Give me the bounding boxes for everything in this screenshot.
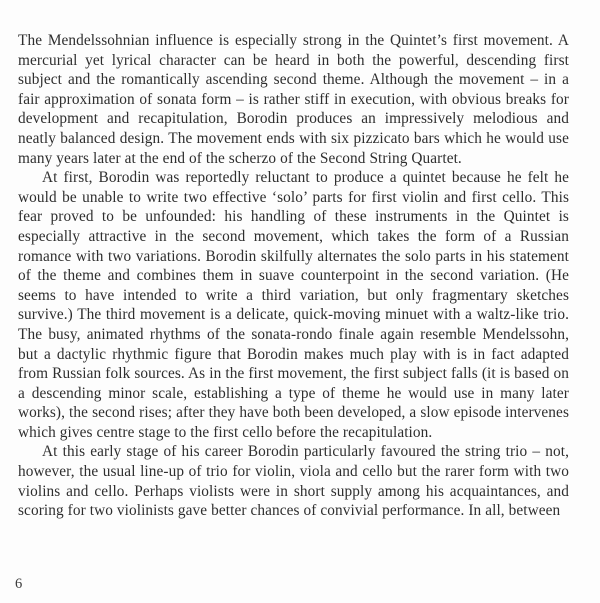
page-number: 6 (15, 576, 23, 592)
body-text (18, 31, 569, 521)
paragraph: At this early stage of his career Borodin particularly favoured the string trio – not, however, the usual line-up of trio for violin, viola and cello but the rarer form with two violins and cello. Perhaps violists were in short supply among his acquaintances, and scoring for two violinists gave better chances of convivial performance. In all, between (18, 443, 569, 520)
paragraph: The Mendelssohnian influence is especially strong in the Quintet’s first movement. A mercurial yet lyrical character can be heard in both the powerful, descending first subject and the romantically ascending second theme. Although the movement – in a fair approximation of sonata form – is rather stiff in execution, with obvious breaks for development and recapitulation, Borodin produces an impressively melodious and neatly balanced design. The movement ends with six pizzicato bars which he would use many years later at the end of the scherzo of the Second String Quartet. (18, 32, 569, 167)
paragraph: At first, Borodin was reportedly reluctant to produce a quintet because he felt he would be unable to write two effective ‘solo’ parts for first violin and first cello. This fear proved to be unfounded: his handling of these instruments in the Quintet is especially attractive in the second movement, which takes the form of a Russian romance with two variations. Borodin skilfully alternates the solo parts in his statement of the theme and combines them in suave counterpoint in the second variation. (He seems to have intended to write a third variation, but only fragmentary sketches survive.) The third movement is a delicate, quick-moving minuet with a waltz-like trio. The busy, animated rhythms of the sonata-rondo finale again resemble Mendelssohn, but a dactylic rhythmic figure that Borodin makes much play with is in fact adapted from Russian folk sources. As in the first movement, the first subject falls (it is based on a descending minor scale, establishing a type of theme he would use in many later works), the second rises; after they have both been developed, a slow episode intervenes which gives centre stage to the first cello before the recapitulation. (18, 169, 569, 441)
